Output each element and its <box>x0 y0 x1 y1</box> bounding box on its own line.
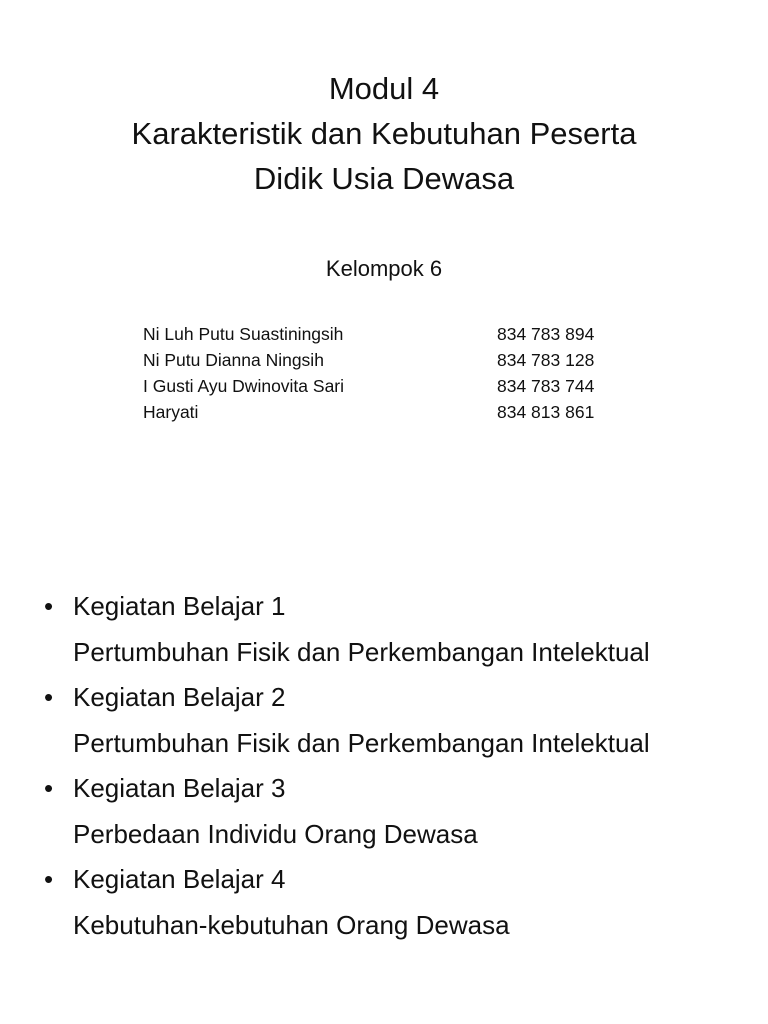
activity-description: Pertumbuhan Fisik dan Perkembangan Intelektual <box>73 636 650 667</box>
title-line: Karakteristik dan Kebutuhan Peserta <box>131 116 637 151</box>
activity-description: Perbedaan Individu Orang Dewasa <box>73 818 478 849</box>
activity-description: Kebutuhan-kebutuhan Orang Dewasa <box>73 909 510 940</box>
member-row <box>143 399 623 425</box>
member-name: I Gusti Ayu Dwinovita Sari <box>143 376 345 396</box>
member-row <box>143 347 623 373</box>
activity-title: Kegiatan Belajar 4 <box>73 864 286 894</box>
member-name: Ni Putu Dianna Ningsih <box>143 350 324 370</box>
activity-heading <box>44 766 754 812</box>
bullet-icon: • <box>44 864 54 894</box>
list-item <box>44 675 754 766</box>
member-list <box>143 321 623 425</box>
activity-list <box>44 584 754 948</box>
member-row <box>143 373 623 399</box>
bullet-icon: • <box>44 773 54 803</box>
activity-title: Kegiatan Belajar 2 <box>73 682 286 712</box>
list-item <box>44 857 754 948</box>
title-line: Didik Usia Dewasa <box>253 161 515 196</box>
bullet-icon: • <box>44 682 54 712</box>
activity-title: Kegiatan Belajar 3 <box>73 773 286 803</box>
member-row <box>143 321 623 347</box>
member-id: 834 813 861 <box>497 402 595 422</box>
list-item <box>44 584 754 675</box>
member-name: Ni Luh Putu Suastiningsih <box>143 324 344 344</box>
content-slide <box>0 512 768 1024</box>
slide-title <box>0 66 768 201</box>
activity-heading <box>44 584 754 630</box>
bullet-icon: • <box>44 591 54 621</box>
activity-heading <box>44 857 754 903</box>
list-item <box>44 766 754 857</box>
activity-heading <box>44 675 754 721</box>
activity-title: Kegiatan Belajar 1 <box>73 591 286 621</box>
member-id: 834 783 894 <box>497 324 595 344</box>
activity-description: Pertumbuhan Fisik dan Perkembangan Intelektual <box>73 727 650 758</box>
member-name: Haryati <box>143 402 199 422</box>
member-id: 834 783 128 <box>497 350 595 370</box>
group-subtitle: Kelompok 6 <box>325 256 443 281</box>
title-line: Modul 4 <box>328 71 440 106</box>
member-id: 834 783 744 <box>497 376 595 396</box>
